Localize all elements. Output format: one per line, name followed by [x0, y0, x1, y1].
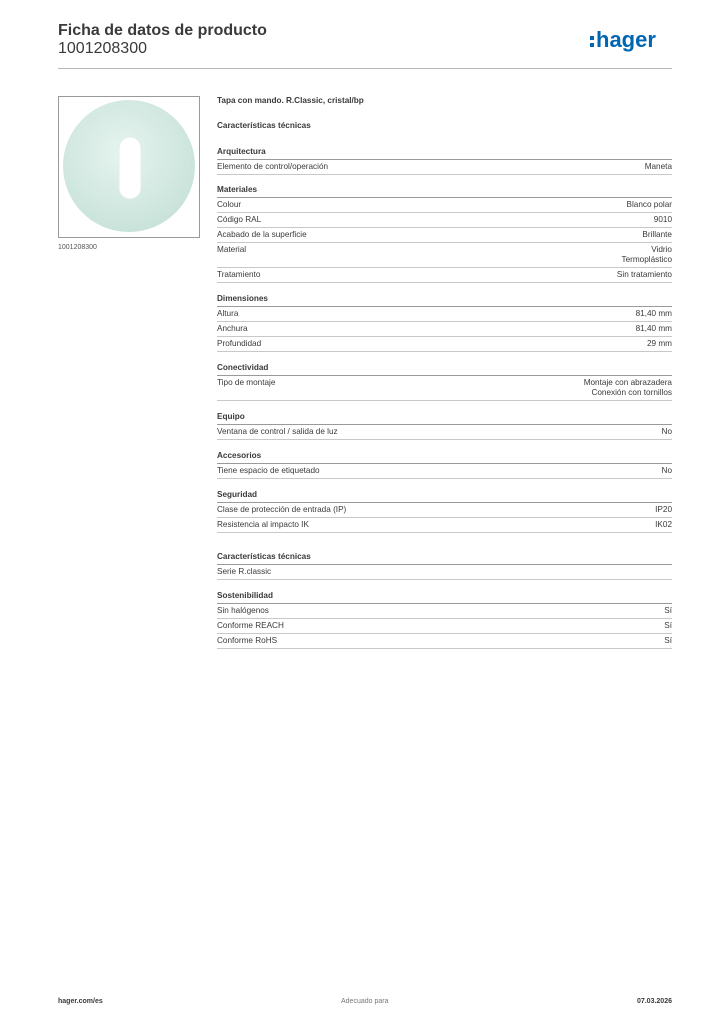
- section-heading: Materiales: [217, 185, 672, 198]
- spec-value: [645, 162, 672, 172]
- spec-value-line: Conexión con tornillos: [591, 388, 672, 397]
- section-heading: Equipo: [217, 412, 672, 425]
- spec-value: [647, 339, 672, 349]
- spec-row: [217, 503, 672, 518]
- footer-center-text: Adecuado para: [341, 998, 389, 1005]
- spec-value-line: Termoplástico: [621, 255, 672, 264]
- spec-value-line: Sí: [664, 636, 672, 645]
- spec-value-line: Brillante: [642, 230, 672, 239]
- product-code: 1001208300: [58, 40, 147, 57]
- spec-section: [217, 451, 672, 479]
- section-heading: Conectividad: [217, 363, 672, 376]
- section-heading: Características técnicas: [217, 552, 672, 565]
- spec-value: [655, 505, 672, 515]
- rotary-knob: [119, 137, 141, 199]
- spec-section: [217, 147, 672, 175]
- spec-key: Resistencia al impacto IK: [217, 520, 309, 529]
- spec-value: [642, 230, 672, 240]
- spec-value-line: 29 mm: [646, 339, 672, 348]
- spec-value-line: Sí: [664, 621, 672, 630]
- spec-value-line: Sin tratamiento: [616, 270, 672, 279]
- spec-row: [217, 337, 672, 352]
- product-specs: [217, 96, 672, 649]
- spec-row: [217, 268, 672, 283]
- hager-logo: [590, 26, 672, 56]
- spec-section: [217, 412, 672, 440]
- spec-key: Tiene espacio de etiquetado: [217, 466, 320, 475]
- spec-value: [664, 606, 672, 616]
- spec-value-line: 9010: [653, 215, 672, 224]
- spec-section: [217, 294, 672, 352]
- footer-date: 07.03.2026: [636, 998, 672, 1005]
- product-name: Tapa con mando. R.Classic, cristal/bp: [217, 96, 364, 105]
- spec-key: Tratamiento: [217, 270, 261, 279]
- spec-key: Código RAL: [217, 215, 262, 224]
- spec-value: [655, 520, 672, 530]
- spec-value: [626, 200, 672, 210]
- spec-key: Conforme RoHS: [217, 636, 278, 645]
- section-heading: Sostenibilidad: [217, 591, 672, 604]
- spec-value-line: No: [661, 466, 672, 475]
- spec-section: [217, 552, 672, 580]
- spec-value-line: Vidrio: [651, 245, 672, 254]
- spec-row: [217, 160, 672, 175]
- spec-row: [217, 307, 672, 322]
- spec-key: Anchura: [217, 324, 248, 333]
- spec-key: Conforme REACH: [217, 621, 284, 630]
- logo-text: hager: [596, 27, 656, 52]
- spec-row: [217, 518, 672, 533]
- spec-row: [217, 243, 672, 268]
- spec-key: Serie R.classic: [217, 567, 272, 576]
- spec-value: [662, 427, 672, 437]
- spec-sections: [217, 121, 672, 649]
- spec-value-line: IP20: [655, 505, 672, 514]
- spec-value-line: 81,40 mm: [635, 309, 672, 318]
- spec-row: [217, 425, 672, 440]
- spec-value-line: Montaje con abrazadera: [583, 378, 672, 387]
- spec-value: [584, 378, 672, 398]
- spec-key: Altura: [217, 309, 239, 318]
- section-heading: Accesorios: [217, 451, 672, 464]
- image-caption: 1001208300: [58, 244, 97, 251]
- spec-section: [217, 363, 672, 401]
- spec-value: [654, 215, 672, 225]
- spec-row: [217, 634, 672, 649]
- spec-value: [636, 309, 672, 319]
- spec-key: Clase de protección de entrada (IP): [217, 505, 347, 514]
- spec-value-line: 81,40 mm: [635, 324, 672, 333]
- spec-value: [664, 621, 672, 631]
- spec-value-line: Sí: [664, 606, 672, 615]
- spec-value-line: IK02: [655, 520, 672, 529]
- spec-key: Material: [217, 245, 247, 254]
- spec-key: Tipo de montaje: [217, 378, 276, 387]
- product-image-graphic: [59, 97, 199, 237]
- spec-row: [217, 604, 672, 619]
- spec-row: [217, 322, 672, 337]
- spec-value: [636, 324, 672, 334]
- section-heading: Características técnicas: [217, 121, 311, 130]
- section-heading: Arquitectura: [217, 147, 672, 160]
- spec-section: [217, 490, 672, 533]
- spec-value: [617, 270, 672, 280]
- spec-key: Profundidad: [217, 339, 262, 348]
- spec-row: [217, 198, 672, 213]
- spec-key: Ventana de control / salida de luz: [217, 427, 338, 436]
- spec-key: Colour: [217, 200, 242, 209]
- spec-value: [621, 245, 672, 265]
- spec-section: [217, 121, 672, 133]
- spec-row: [217, 213, 672, 228]
- page-title: Ficha de datos de producto: [58, 22, 267, 39]
- spec-value-line: Maneta: [644, 162, 672, 171]
- spec-value: [664, 636, 672, 646]
- spec-key: Sin halógenos: [217, 606, 269, 615]
- product-image: [58, 96, 200, 238]
- spec-row: [217, 228, 672, 243]
- spec-key: Acabado de la superficie: [217, 230, 307, 239]
- spec-section: [217, 185, 672, 283]
- section-heading: Seguridad: [217, 490, 672, 503]
- footer-website: hager.com/es: [58, 998, 103, 1005]
- page-header: [58, 22, 672, 69]
- section-heading: Dimensiones: [217, 294, 672, 307]
- spec-row: [217, 464, 672, 479]
- spec-key: Elemento de control/operación: [217, 162, 329, 171]
- spec-value-line: Blanco polar: [626, 200, 672, 209]
- spec-section: [217, 591, 672, 649]
- spec-row: [217, 619, 672, 634]
- spec-row: [217, 565, 672, 580]
- spec-value: [662, 466, 672, 476]
- spec-value-line: No: [661, 427, 672, 436]
- spec-row: [217, 376, 672, 401]
